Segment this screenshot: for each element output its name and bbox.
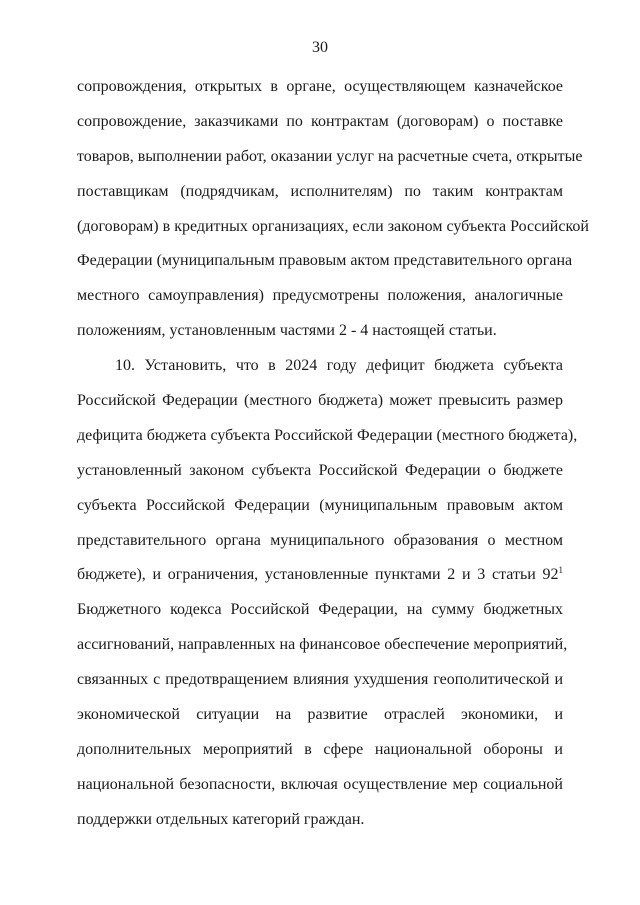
text-line: ассигнований, направленных на финансовое обеспечение мероприятий, xyxy=(77,636,568,654)
text-line: представительного органа муниципального образования о местном xyxy=(77,531,563,549)
article-superscript: 1 xyxy=(558,565,563,576)
text-line: субъекта Российской Федерации (муниципальным правовым актом xyxy=(77,496,563,514)
text-line: поддержки отдельных категорий граждан. xyxy=(77,810,365,828)
text-line: поставщикам (подрядчикам, исполнителям) по таким контрактам xyxy=(77,182,563,200)
text-line: Российской Федерации (местного бюджета) может превысить размер xyxy=(77,392,563,410)
text-line: экономической ситуации на развитие отраслей экономики, и xyxy=(77,706,563,724)
paragraph-item-10 xyxy=(77,349,578,837)
text-line: Бюджетного кодекса Российской Федерации, на сумму бюджетных xyxy=(77,601,563,619)
document-body xyxy=(77,70,589,838)
text-line-main: бюджете), и ограничения, установленные пунктами 2 и 3 статьи 92 xyxy=(77,566,559,584)
text-line: дополнительных мероприятий в сфере национальной обороны и xyxy=(77,740,563,758)
text-line: сопровождения, открытых в органе, осуществляющем казначейское xyxy=(77,78,563,95)
text-line: 10. Установить, что в 2024 году дефицит бюджета субъекта xyxy=(115,357,563,375)
text-line: товаров, выполнении работ, оказании услуг на расчетные счета, открытые xyxy=(77,147,583,165)
paragraph-continued xyxy=(77,70,589,349)
text-line: положениям, установленным частями 2 - 4 настоящей статьи. xyxy=(77,322,497,340)
text-line-with-superscript xyxy=(77,558,563,593)
page-number: 30 xyxy=(312,39,328,56)
text-line: (договорам) в кредитных организациях, если законом субъекта Российской xyxy=(77,217,589,235)
text-line: Федерации (муниципальным правовым актом представительного органа xyxy=(77,252,573,270)
text-line: установленный законом субъекта Российской Федерации о бюджете xyxy=(77,461,563,479)
text-line: связанных с предотвращением влияния ухудшения геополитической и xyxy=(77,671,563,689)
text-line: национальной безопасности, включая осуществление мер социальной xyxy=(77,775,563,793)
text-line: сопровождение, заказчиками по контрактам (договорам) о поставке xyxy=(77,112,563,130)
text-line: дефицита бюджета субъекта Российской Федерации (местного бюджета), xyxy=(77,426,578,444)
text-line: местного самоуправления) предусмотрены положения, аналогичные xyxy=(77,287,563,305)
